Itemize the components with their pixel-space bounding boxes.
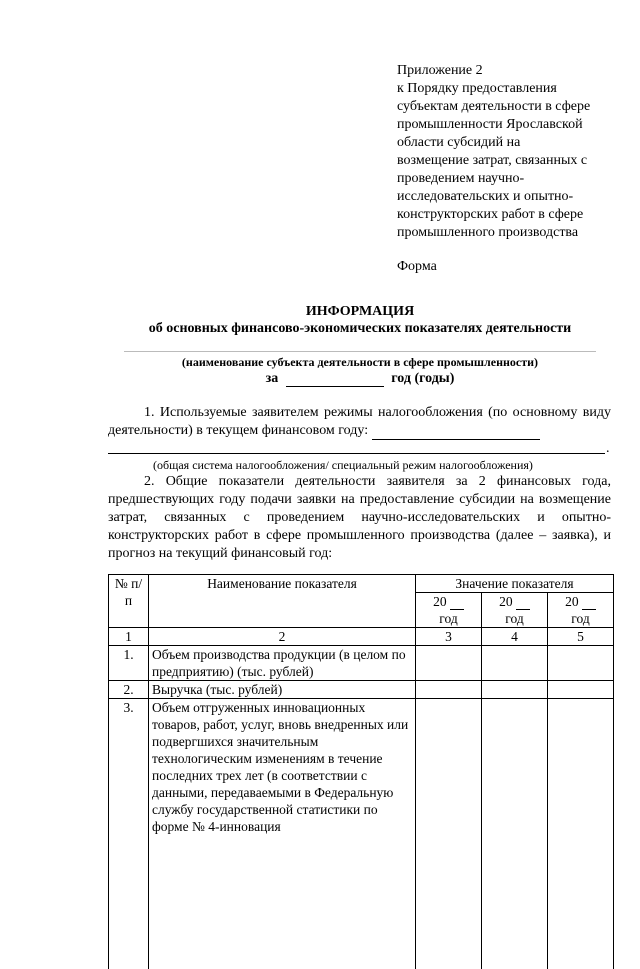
column-number: 5 — [548, 628, 614, 646]
paragraph-tax-regime — [108, 404, 611, 440]
appendix-line: субъектам деятельности в сфере — [397, 98, 627, 116]
appendix-line: к Порядку предоставления — [397, 80, 627, 98]
paragraph-indicators: 2. Общие показатели деятельности заявителя за 2 финансовых года, предшествующих году подачи заявки на предоставление субсидии на возмещение затрат, связанных с проведением научно-исследовательских и опытно-конструкторских работ в сфере промышленного производства (далее – заявка), и прогноз на текущий финансовый год: — [108, 473, 611, 563]
column-number: 2 — [149, 628, 416, 646]
value-cell[interactable] — [548, 699, 614, 969]
indicators-table — [108, 574, 614, 969]
year-prefix: 20 — [499, 594, 513, 609]
row-num: 2. — [109, 681, 149, 699]
value-cell[interactable] — [416, 699, 482, 969]
appendix-line: Приложение 2 — [397, 62, 627, 80]
table-row — [109, 681, 614, 699]
period-prefix: за — [266, 371, 279, 386]
appendix-line: промышленности Ярославской — [397, 116, 627, 134]
year-suffix: год — [439, 611, 457, 626]
table-row — [109, 699, 614, 969]
column-number: 1 — [109, 628, 149, 646]
value-cell[interactable] — [482, 646, 548, 681]
appendix-line: конструкторских работ в сфере — [397, 206, 627, 224]
paragraph-tax-regime-text: 1. Используемые заявителем режимы налогообложения (по основному виду деятельности) в текущем финансовом году: — [108, 405, 611, 438]
year-prefix: 20 — [565, 594, 579, 609]
value-cell[interactable] — [416, 681, 482, 699]
row-num: 3. — [109, 699, 149, 969]
tax-regime-blank[interactable] — [372, 425, 540, 440]
document-title: ИНФОРМАЦИЯ — [0, 304, 640, 320]
appendix-line: исследовательских и опытно- — [397, 188, 627, 206]
header-year-3 — [548, 593, 614, 628]
year-prefix: 20 — [433, 594, 447, 609]
value-cell[interactable] — [482, 699, 548, 969]
value-cell[interactable] — [548, 646, 614, 681]
value-cell[interactable] — [482, 681, 548, 699]
row-name: Объем производства продукции (в целом по предприятию) (тыс. рублей) — [149, 646, 416, 681]
appendix-block — [397, 62, 627, 276]
header-year-1 — [416, 593, 482, 628]
year-blank[interactable] — [516, 597, 530, 610]
header-value: Значение показателя — [416, 575, 614, 593]
column-number: 3 — [416, 628, 482, 646]
tax-regime-caption: (общая система налогообложения/ специальный режим налогообложения) — [153, 458, 533, 473]
year-suffix: год — [505, 611, 523, 626]
header-num: № п/п — [109, 575, 149, 628]
tax-regime-end: . — [606, 441, 610, 457]
appendix-line: проведением научно- — [397, 170, 627, 188]
value-cell[interactable] — [416, 646, 482, 681]
row-name: Объем отгруженных инновационных товаров, работ, услуг, вновь внедренных или подвергшихся значительным технологическим изменениям в течение последних трех лет (в соответствии с данными, передаваемыми в Федеральную службу государственной статистики по форме № 4-инновация — [149, 699, 416, 969]
column-number: 4 — [482, 628, 548, 646]
entity-name-caption: (наименование субъекта деятельности в сфере промышленности) — [0, 355, 640, 370]
appendix-line: возмещение затрат, связанных с — [397, 152, 627, 170]
year-suffix: год — [571, 611, 589, 626]
document-subtitle: об основных финансово-экономических показателях деятельности — [0, 321, 640, 337]
appendix-line: области субсидий на — [397, 134, 627, 152]
appendix-line: промышленного производства — [397, 224, 627, 242]
row-name: Выручка (тыс. рублей) — [149, 681, 416, 699]
header-year-2 — [482, 593, 548, 628]
period-blank[interactable] — [286, 372, 384, 387]
period-line — [0, 371, 640, 387]
period-suffix: год (годы) — [391, 371, 454, 386]
year-blank[interactable] — [582, 597, 596, 610]
tax-regime-blank-line[interactable] — [108, 453, 605, 454]
table-row — [109, 646, 614, 681]
form-label: Форма — [397, 258, 627, 276]
row-num: 1. — [109, 646, 149, 681]
value-cell[interactable] — [548, 681, 614, 699]
year-blank[interactable] — [450, 597, 464, 610]
header-name: Наименование показателя — [149, 575, 416, 628]
entity-name-line[interactable] — [124, 351, 596, 352]
